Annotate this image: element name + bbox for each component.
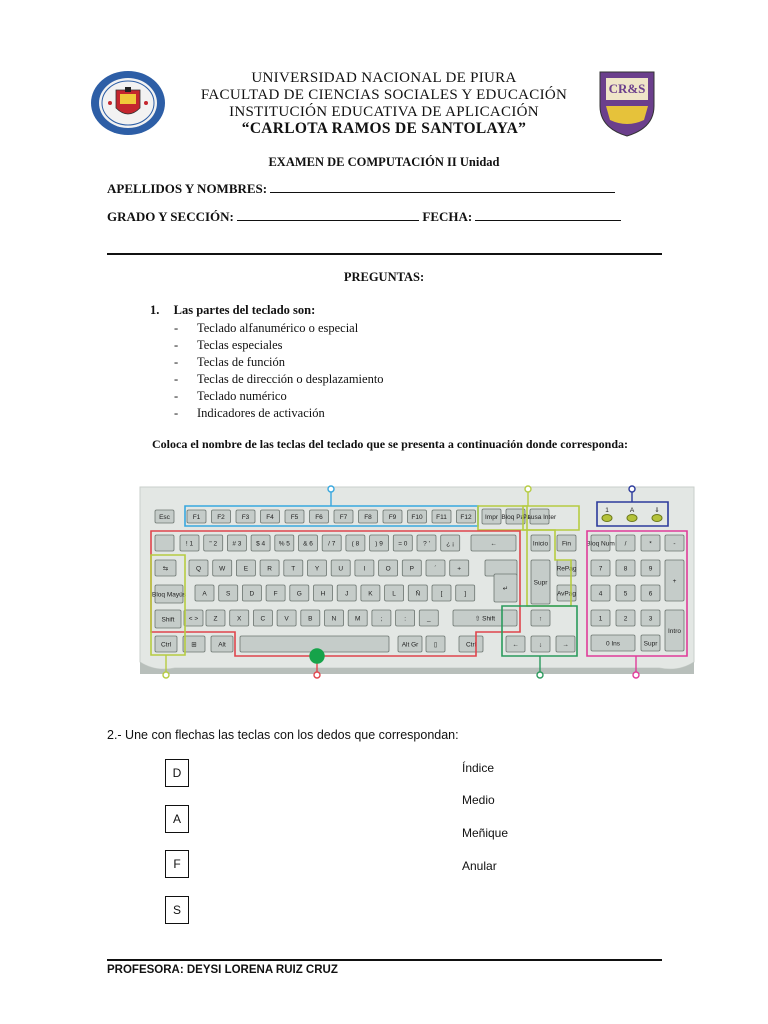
- svg-text:4: 4: [598, 590, 603, 598]
- svg-text:1: 1: [598, 615, 603, 623]
- key-letter: [419, 610, 438, 626]
- svg-text:= 0: = 0: [398, 540, 408, 548]
- svg-text:⇧ Shift: ⇧ Shift: [474, 615, 496, 623]
- list-item: - Teclas de dirección o desplazamiento: [174, 372, 384, 386]
- list-item: - Teclas de función: [174, 355, 285, 369]
- numeric-region-marker: [633, 672, 639, 678]
- list-item: - Teclado alfanumérico o especial: [174, 321, 359, 335]
- key-numpad: [641, 535, 660, 551]
- svg-text:& 6: & 6: [303, 540, 313, 548]
- keyboard-svg: [139, 484, 695, 682]
- function-region-marker: [328, 486, 334, 492]
- key-letter: [260, 560, 279, 576]
- finger-label-anular[interactable]: Anular: [462, 859, 497, 873]
- grade-field[interactable]: [107, 209, 621, 225]
- key-number: [227, 535, 246, 551]
- svg-text:Intro: Intro: [667, 628, 682, 635]
- svg-text:[: [: [440, 590, 443, 598]
- question-1-text: Las partes del teclado son:: [173, 303, 316, 317]
- key-number: [370, 535, 389, 551]
- svg-text:Fin: Fin: [561, 540, 572, 548]
- key-fn: [187, 510, 206, 523]
- key-letter: [379, 560, 398, 576]
- key-fn: [261, 510, 280, 523]
- svg-text:→: →: [562, 641, 569, 649]
- names-field[interactable]: [107, 181, 615, 197]
- svg-text:Pausa Inter: Pausa Inter: [522, 514, 557, 521]
- svg-text:W: W: [219, 565, 226, 573]
- key-letter: [456, 585, 475, 601]
- key-ctrl-left: [155, 636, 177, 652]
- key-letter: [402, 560, 421, 576]
- questions-heading: PREGUNTAS:: [343, 270, 425, 284]
- indicator-light: [602, 515, 612, 522]
- svg-text::: :: [404, 615, 407, 623]
- special-region-marker: [525, 486, 531, 492]
- key-win: [183, 636, 205, 652]
- key-arrow-down: [531, 636, 550, 652]
- key-letter: [219, 585, 238, 601]
- svg-text:_: _: [426, 615, 431, 623]
- svg-text:Q: Q: [195, 565, 202, 573]
- svg-text:F5: F5: [290, 514, 299, 521]
- key-fn: [310, 510, 329, 523]
- svg-text:Ctrl: Ctrl: [465, 641, 477, 649]
- svg-text:+: +: [672, 578, 677, 585]
- svg-text:RePág: RePág: [556, 565, 577, 573]
- key-letter: [396, 610, 415, 626]
- svg-text:K: K: [368, 590, 373, 598]
- key-special: [482, 509, 501, 524]
- svg-text:*: *: [649, 540, 652, 548]
- finger-label-indice[interactable]: Índice: [462, 761, 495, 775]
- svg-text:6: 6: [648, 590, 653, 598]
- svg-text:▯: ▯: [433, 641, 438, 649]
- key-letter: [301, 610, 320, 626]
- key-numpad: [641, 585, 660, 601]
- footer-line: [107, 959, 662, 961]
- key-letter: [189, 560, 208, 576]
- key-angle: [184, 610, 203, 626]
- key-fn: [457, 510, 476, 523]
- key-letter: [230, 610, 249, 626]
- svg-text:F11: F11: [436, 514, 447, 521]
- key-altgr: [398, 636, 422, 652]
- svg-text:$ 4: $ 4: [256, 540, 266, 548]
- grade-field-label: GRADO Y SECCIÓN:: [107, 209, 234, 224]
- key-enter: [494, 574, 517, 602]
- svg-text:F10: F10: [411, 514, 423, 521]
- key-number: [441, 535, 460, 551]
- list-item: - Indicadores de activación: [174, 406, 325, 420]
- svg-text:G: G: [296, 590, 302, 598]
- key-alt: [211, 636, 233, 652]
- key-fn: [432, 510, 451, 523]
- key-numpad: [591, 585, 610, 601]
- key-fn: [359, 510, 378, 523]
- svg-text:F9: F9: [388, 514, 397, 521]
- key-letter: [432, 585, 451, 601]
- key-numpad: [616, 535, 635, 551]
- svg-text:¿ ¡: ¿ ¡: [446, 540, 455, 548]
- key-letter: [206, 610, 225, 626]
- key-letter: [277, 610, 296, 626]
- left-special-marker: [163, 672, 169, 678]
- letter-box-f[interactable]: F: [165, 850, 189, 878]
- key-letter: [331, 560, 350, 576]
- svg-text:Supr: Supr: [643, 640, 658, 648]
- key-letter: [450, 560, 469, 576]
- key-nav: [531, 560, 550, 604]
- key-enter-top: [485, 560, 517, 576]
- key-fn: [334, 510, 353, 523]
- key-numpad: [616, 610, 635, 626]
- question-1-number: 1.: [150, 303, 160, 317]
- svg-text:F12: F12: [460, 514, 472, 521]
- svg-text:←: ←: [512, 641, 519, 649]
- list-item: - Teclado numérico: [174, 389, 287, 403]
- key-letter: [308, 560, 327, 576]
- key-letter: [266, 585, 285, 601]
- key-menu: [426, 636, 445, 652]
- key-number: [180, 535, 199, 551]
- key-caps: [152, 585, 187, 603]
- key-number: [322, 535, 341, 551]
- svg-text:B: B: [308, 615, 313, 623]
- key-nav: [557, 560, 577, 576]
- indicator-light: [652, 515, 662, 522]
- key-fn: [408, 510, 427, 523]
- svg-text:L: L: [392, 590, 396, 598]
- svg-text:S: S: [226, 590, 231, 598]
- svg-text:⇆: ⇆: [162, 565, 169, 573]
- key-letter: [426, 560, 445, 576]
- key-number: [275, 535, 294, 551]
- names-field-label: APELLIDOS Y NOMBRES:: [107, 181, 268, 196]
- key-numpad: [616, 585, 635, 601]
- svg-text:↓: ↓: [538, 641, 543, 649]
- key-letter: [325, 610, 344, 626]
- svg-text:Alt Gr: Alt Gr: [401, 641, 419, 649]
- keyboard-illustration: [139, 484, 695, 682]
- svg-text:M: M: [354, 615, 361, 623]
- svg-text:F7: F7: [339, 514, 348, 521]
- svg-text:7: 7: [598, 565, 603, 573]
- svg-text:F8: F8: [364, 514, 372, 521]
- indicator-label: ⇓: [654, 507, 660, 514]
- question-1-title: [150, 303, 315, 318]
- alpha-region-marker: [314, 672, 320, 678]
- svg-text:J: J: [345, 590, 349, 598]
- direction-region-marker: [537, 672, 543, 678]
- svg-text:3: 3: [648, 615, 653, 623]
- svg-text:/: /: [624, 540, 627, 548]
- finger-label-menique[interactable]: Meñique: [462, 826, 509, 840]
- key-letter: [242, 585, 261, 601]
- key-numpad: [665, 535, 684, 551]
- key-letter: [213, 560, 232, 576]
- finger-label-medio[interactable]: Medio: [462, 793, 495, 807]
- key-letter: [236, 560, 255, 576]
- key-number: [251, 535, 270, 551]
- date-blank-line[interactable]: [475, 209, 621, 221]
- svg-text:8: 8: [623, 565, 628, 573]
- question-1-instruction: Coloca el nombre de las teclas del teclado que se presenta a continuación donde corresponda:: [152, 437, 628, 451]
- svg-text:< >: < >: [188, 615, 199, 623]
- svg-text:Z: Z: [213, 615, 218, 623]
- key-fn: [212, 510, 231, 523]
- key-letter: [385, 585, 404, 601]
- key-letter: [408, 585, 427, 601]
- svg-text:;: ;: [380, 615, 383, 623]
- key-numpad: [641, 560, 660, 576]
- question-2-title: 2.- Une con flechas las teclas con los dedos que correspondan:: [107, 728, 459, 742]
- svg-text:U: U: [338, 565, 344, 573]
- svg-text:R: R: [267, 565, 272, 573]
- svg-text:↑: ↑: [538, 615, 543, 623]
- svg-text:N: N: [331, 615, 337, 623]
- key-arrow-right: [556, 636, 575, 652]
- names-blank-line[interactable]: [270, 181, 615, 193]
- svg-text:Alt: Alt: [218, 641, 226, 649]
- key-letter: [355, 560, 374, 576]
- header-school-name: “CARLOTA RAMOS DE SANTOLAYA”: [241, 120, 527, 137]
- svg-text:! 1: ! 1: [185, 540, 194, 548]
- svg-text:C: C: [260, 615, 266, 623]
- key-shift-right: [453, 610, 517, 626]
- letter-box-a[interactable]: A: [165, 805, 189, 833]
- svg-text:Y: Y: [314, 565, 320, 573]
- svg-text:Bloq Num: Bloq Num: [586, 540, 615, 548]
- svg-text:D: D: [249, 590, 255, 598]
- key-arrow-up: [531, 610, 550, 626]
- svg-text:% 5: % 5: [278, 540, 290, 548]
- key-letter: [337, 585, 356, 601]
- svg-text:2: 2: [623, 615, 628, 623]
- key-letter: [290, 585, 309, 601]
- key-ctrl-right: [459, 636, 483, 652]
- svg-text:O: O: [385, 565, 391, 573]
- svg-text:A: A: [202, 590, 207, 598]
- key-letter: [372, 610, 391, 626]
- svg-text:F: F: [273, 590, 278, 598]
- key-numpad-enter: [665, 610, 684, 651]
- key-arrow-left: [506, 636, 525, 652]
- key-fn: [236, 510, 255, 523]
- key-shift-left: [155, 610, 181, 628]
- svg-text:" 2: " 2: [209, 540, 218, 548]
- svg-text:Inicio: Inicio: [532, 540, 549, 548]
- key-numpad-plus: [665, 560, 684, 601]
- svg-text:F1: F1: [192, 514, 201, 521]
- svg-text:/ 7: / 7: [328, 540, 336, 548]
- svg-text:0 Ins: 0 Ins: [605, 640, 621, 648]
- header-line-3: INSTITUCIÓN EDUCATIVA DE APLICACIÓN: [229, 104, 539, 120]
- key-number: [299, 535, 318, 551]
- svg-text:Bloq Mayús: Bloq Mayús: [152, 591, 186, 599]
- key-tab: [155, 560, 176, 576]
- header-line-1: UNIVERSIDAD NACIONAL DE PIURA: [251, 70, 517, 86]
- key-numpad: [641, 610, 660, 626]
- keyboard-parts-list: [174, 320, 384, 422]
- svg-text:H: H: [320, 590, 326, 598]
- svg-text:P: P: [409, 565, 414, 573]
- svg-text:F6: F6: [315, 514, 323, 521]
- key-letter: [253, 610, 272, 626]
- key-number: [417, 535, 436, 551]
- key-fn: [383, 510, 402, 523]
- grade-blank-line[interactable]: [237, 209, 419, 221]
- key-letter: [348, 610, 367, 626]
- key-number: [204, 535, 223, 551]
- key-numpad: [641, 635, 660, 651]
- svg-text:I: I: [363, 565, 366, 573]
- key-backtick: [155, 535, 174, 551]
- svg-text:⊞: ⊞: [191, 641, 197, 649]
- key-numpad: [616, 560, 635, 576]
- svg-text:Bloq Pant: Bloq Pant: [501, 514, 530, 521]
- key-fn: [285, 510, 304, 523]
- key-number: [346, 535, 365, 551]
- teacher-name: PROFESORA: DEYSI LORENA RUIZ CRUZ: [107, 964, 338, 976]
- letter-box-d[interactable]: D: [165, 759, 189, 787]
- indicator-light: [627, 515, 637, 522]
- svg-text:AvPág: AvPág: [556, 590, 577, 598]
- svg-text:F3: F3: [241, 514, 250, 521]
- svg-text:) 9: ) 9: [375, 540, 383, 548]
- header-line-2: FACULTAD DE CIENCIAS SOCIALES Y EDUCACIÓN: [200, 87, 568, 103]
- key-letter: [361, 585, 380, 601]
- exam-title: EXAMEN DE COMPUTACIÓN II Unidad: [268, 155, 500, 169]
- svg-text:F4: F4: [266, 514, 274, 521]
- separator-line: [107, 253, 662, 255]
- alpha-region-highlight: [310, 649, 324, 663]
- svg-text:Esc: Esc: [159, 514, 170, 521]
- key-number: [393, 535, 412, 551]
- key-numpad: [591, 610, 610, 626]
- key-numpad-zero: [591, 635, 635, 651]
- svg-text:T: T: [291, 565, 296, 573]
- svg-text:V: V: [284, 615, 289, 623]
- svg-text:5: 5: [623, 590, 628, 598]
- indicator-region-marker: [629, 486, 635, 492]
- svg-text:? ': ? ': [423, 540, 430, 548]
- key-nav: [557, 585, 576, 601]
- key-esc: [155, 510, 174, 523]
- svg-text:↵: ↵: [502, 585, 509, 593]
- svg-text:+: +: [457, 565, 462, 573]
- svg-text:]: ]: [464, 590, 467, 598]
- key-letter: [314, 585, 333, 601]
- key-nav: [531, 535, 550, 551]
- indicator-label: A: [629, 507, 635, 514]
- svg-text:Ctrl: Ctrl: [160, 641, 172, 649]
- svg-text:-: -: [673, 540, 676, 548]
- svg-text:F2: F2: [217, 514, 225, 521]
- svg-text:9: 9: [648, 565, 653, 573]
- svg-text:←: ←: [490, 540, 497, 548]
- date-field-label: FECHA:: [422, 209, 473, 224]
- key-letter: [284, 560, 303, 576]
- letter-box-s[interactable]: S: [165, 896, 189, 924]
- key-letter: [195, 585, 214, 601]
- key-backspace: [471, 535, 516, 551]
- svg-text:E: E: [243, 565, 249, 573]
- svg-text:( 8: ( 8: [351, 540, 360, 548]
- list-item: - Teclas especiales: [174, 338, 283, 352]
- shield-logo-text: CR&S: [608, 81, 646, 96]
- indicator-label: 1: [605, 507, 609, 514]
- key-numpad: [591, 560, 610, 576]
- key-nav: [557, 535, 576, 551]
- svg-text:# 3: # 3: [232, 540, 242, 548]
- svg-text:Ñ: Ñ: [415, 590, 421, 598]
- svg-text:Shift: Shift: [161, 616, 175, 624]
- svg-text:´: ´: [434, 565, 437, 573]
- svg-text:Supr: Supr: [533, 579, 548, 587]
- svg-text:Impr: Impr: [485, 514, 498, 521]
- svg-text:X: X: [237, 615, 242, 623]
